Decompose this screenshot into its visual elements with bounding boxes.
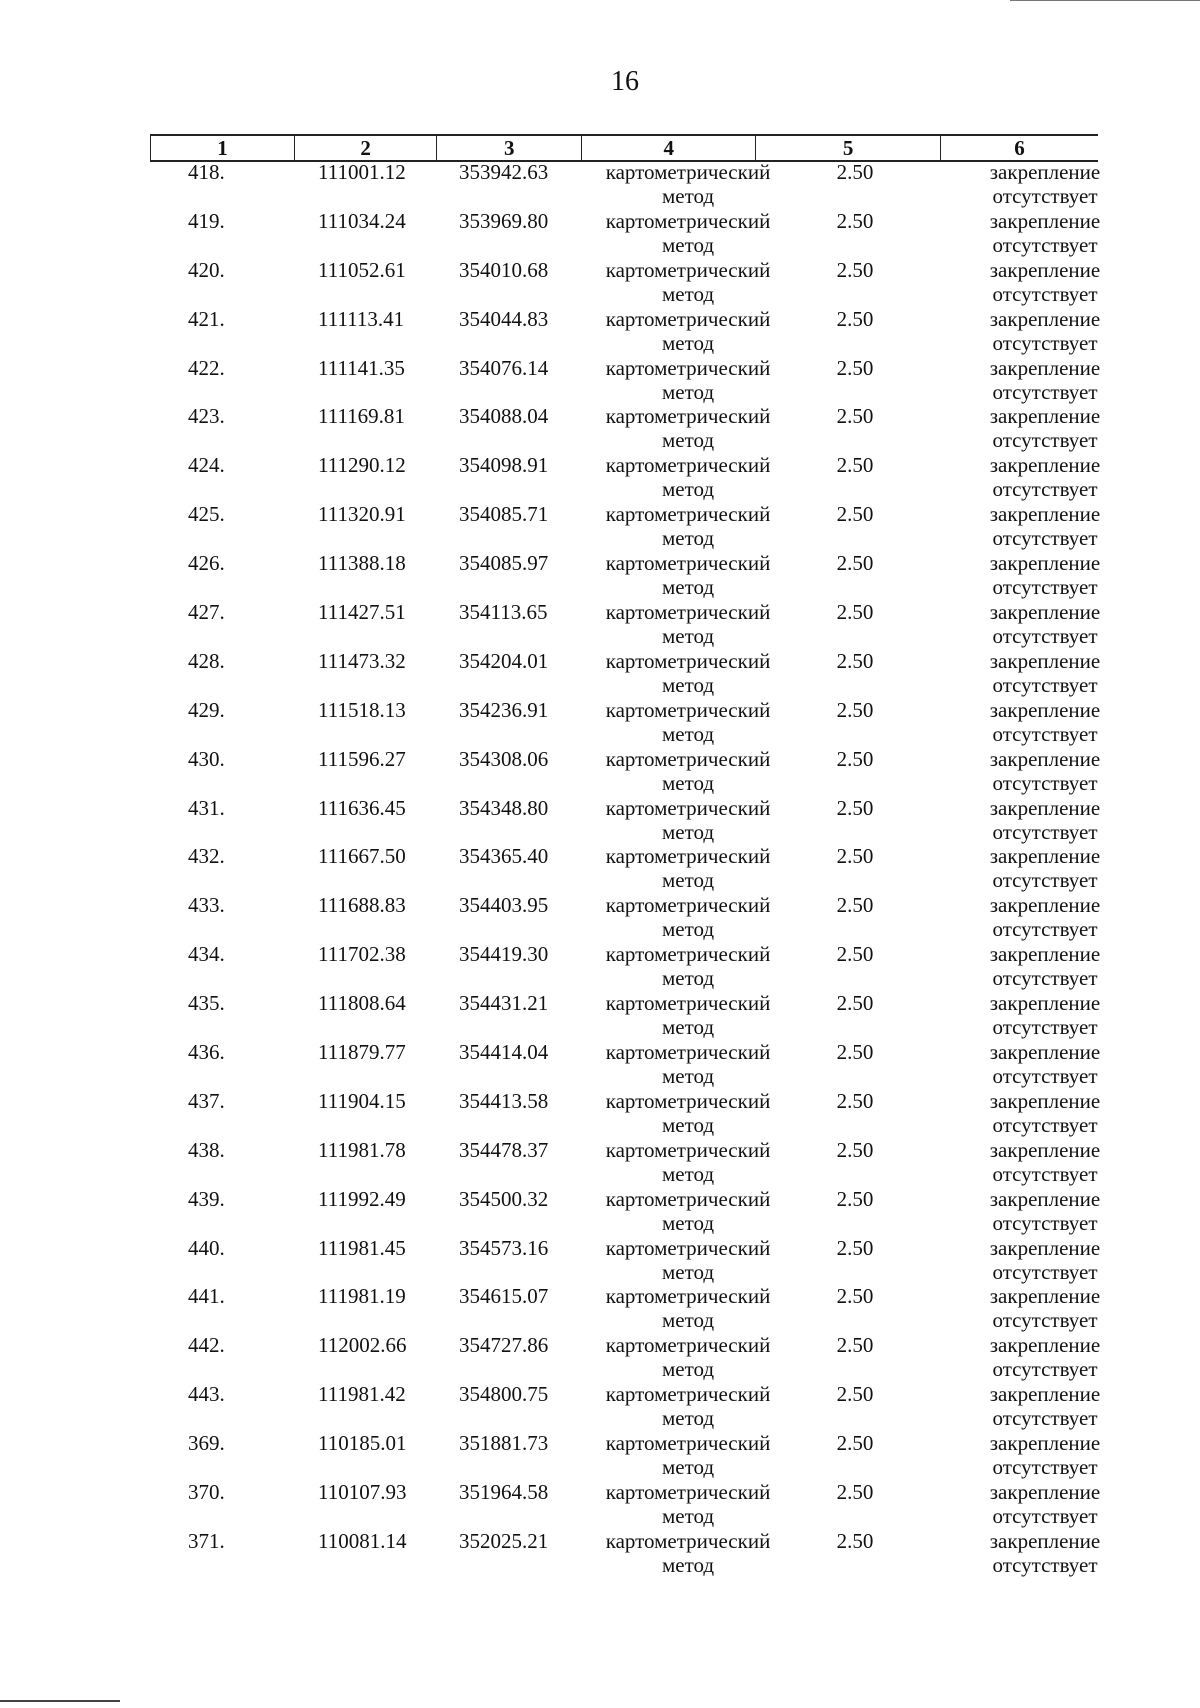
accuracy-value: 2.50 [836,795,874,820]
coord-y: 351964.58 [459,1480,549,1505]
method-line-2: метод [661,1015,715,1040]
point-number: 433. [188,893,225,918]
point-number: 418. [188,160,225,184]
method-line-2: метод [661,917,715,942]
coord-y: 354085.71 [459,502,549,527]
table-row [150,844,1101,893]
coord-y: 354348.80 [459,795,549,820]
method-line-1: картометрический [605,648,771,673]
coord-x: 112002.66 [318,1333,407,1358]
fixation-line-2: отсутствует [992,428,1098,453]
point-number: 438. [188,1137,225,1162]
table-row [150,551,1101,600]
fixation-line-2: отсутствует [992,477,1098,502]
method-line-1: картометрический [605,502,771,527]
accuracy-value: 2.50 [836,502,874,527]
point-number: 420. [188,257,225,282]
fixation-line-2: отсутствует [992,1015,1098,1040]
point-number: 429. [188,697,225,722]
table-row [150,991,1101,1040]
fixation-line-2: отсутствует [992,1308,1098,1333]
coord-y: 354236.91 [459,697,549,722]
fixation-line-2: отсутствует [992,232,1098,257]
accuracy-value: 2.50 [836,208,874,233]
accuracy-value: 2.50 [836,697,874,722]
table-row [150,1137,1101,1187]
method-line-2: метод [661,1504,715,1529]
table-row [150,1333,1101,1382]
table-row [150,355,1101,405]
fixation-line-1: закрепление [989,844,1101,869]
table-row [150,160,1101,209]
fixation-line-1: закрепление [989,1382,1101,1407]
fixation-line-1: закрепление [989,1040,1101,1065]
coord-x: 111473.32 [318,648,406,673]
method-line-2: метод [661,1455,715,1480]
accuracy-value: 2.50 [836,942,874,967]
header-col-6: 6 [940,136,1098,160]
table-row [150,306,1101,356]
coord-x: 111879.77 [318,1040,406,1065]
method-line-2: метод [661,379,715,404]
fixation-line-1: закрепление [989,355,1101,380]
coord-y: 354431.21 [459,991,549,1016]
table-row [150,1431,1101,1480]
point-number: 423. [188,404,225,429]
point-number: 421. [188,306,225,331]
coord-y: 354500.32 [459,1186,549,1211]
method-line-2: метод [661,526,715,551]
fixation-line-1: закрепление [989,648,1101,673]
accuracy-value: 2.50 [836,1333,874,1358]
fixation-line-2: отсутствует [992,1406,1098,1431]
accuracy-value: 2.50 [836,1431,874,1456]
coord-y: 354800.75 [459,1382,549,1407]
table-row [150,208,1101,258]
method-line-2: метод [661,868,715,893]
fixation-line-1: закрепление [989,1235,1101,1260]
coord-x: 110081.14 [318,1528,407,1553]
point-number: 426. [188,551,225,576]
accuracy-value: 2.50 [836,600,874,625]
coord-x: 111169.81 [318,404,405,429]
page-number: 16 [611,66,639,97]
fixation-line-1: закрепление [989,1480,1101,1505]
header-col-1: 1 [150,136,294,160]
accuracy-value: 2.50 [836,893,874,918]
coord-y: 354365.40 [459,844,549,869]
method-line-2: метод [661,624,715,649]
coord-x: 111320.91 [318,502,406,527]
coord-y: 354098.91 [459,453,549,478]
fixation-line-1: закрепление [989,208,1101,233]
coord-x: 111141.35 [318,355,405,380]
accuracy-value: 2.50 [836,1528,874,1553]
fixation-line-1: закрепление [989,306,1101,331]
coord-y: 354044.83 [459,306,549,331]
coord-y: 353942.63 [459,160,549,184]
accuracy-value: 2.50 [836,1040,874,1065]
coord-y: 351881.73 [459,1431,549,1456]
fixation-line-2: отсутствует [992,1210,1098,1235]
fixation-line-1: закрепление [989,600,1101,625]
coord-x: 111808.64 [318,991,406,1016]
coord-x: 111981.42 [318,1382,406,1407]
table-header [150,134,1098,162]
accuracy-value: 2.50 [836,1284,874,1309]
fixation-line-2: отсутствует [992,1504,1098,1529]
method-line-2: метод [661,1064,715,1089]
point-number: 419. [188,208,225,233]
fixation-line-1: закрепление [989,1186,1101,1211]
fixation-line-1: закрепление [989,893,1101,918]
method-line-1: картометрический [605,746,771,771]
fixation-line-2: отсутствует [992,1112,1098,1137]
coord-y: 354414.04 [459,1040,549,1065]
fixation-line-2: отсутствует [992,966,1098,991]
method-line-1: картометрический [605,355,771,380]
fixation-line-2: отсутствует [992,917,1098,942]
scan-top-edge [1010,0,1200,1]
point-number: 371. [188,1528,225,1553]
coord-y: 354010.68 [459,257,549,282]
header-col-3: 3 [436,136,581,160]
method-line-1: картометрический [605,1431,771,1456]
method-line-1: картометрический [605,404,771,429]
method-line-2: метод [661,330,715,355]
table-row [150,1284,1101,1333]
accuracy-value: 2.50 [836,404,874,429]
accuracy-value: 2.50 [836,1235,874,1260]
method-line-1: картометрический [605,600,771,625]
accuracy-value: 2.50 [836,1137,874,1162]
fixation-line-1: закрепление [989,160,1101,184]
fixation-line-2: отсутствует [992,575,1098,600]
coord-y: 352025.21 [459,1528,549,1553]
fixation-line-1: закрепление [989,1431,1101,1456]
method-line-2: метод [661,281,715,306]
accuracy-value: 2.50 [836,257,874,282]
fixation-line-2: отсутствует [992,868,1098,893]
method-line-2: метод [661,1552,715,1577]
method-line-1: картометрический [605,306,771,331]
coord-y: 354478.37 [459,1137,549,1162]
coord-x: 111596.27 [318,746,406,771]
accuracy-value: 2.50 [836,991,874,1016]
coord-x: 111636.45 [318,795,406,820]
coord-y: 353969.80 [459,208,549,233]
fixation-line-1: закрепление [989,795,1101,820]
coord-x: 111667.50 [318,844,406,869]
fixation-line-2: отсутствует [992,819,1098,844]
fixation-line-2: отсутствует [992,330,1098,355]
coord-x: 111702.38 [318,942,406,967]
method-line-2: метод [661,428,715,453]
table-row [150,404,1101,453]
table-row [150,1235,1101,1285]
table-row [150,893,1101,942]
coord-y: 354308.06 [459,746,549,771]
method-line-2: метод [661,1406,715,1431]
point-number: 437. [188,1088,225,1113]
method-line-2: метод [661,1357,715,1382]
method-line-1: картометрический [605,551,771,576]
coord-y: 354419.30 [459,942,549,967]
fixation-line-1: закрепление [989,1333,1101,1358]
scan-bottom-edge [0,1700,120,1702]
point-number: 425. [188,502,225,527]
fixation-line-1: закрепление [989,1088,1101,1113]
fixation-line-1: закрепление [989,1528,1101,1553]
method-line-2: метод [661,721,715,746]
point-number: 441. [188,1284,225,1309]
method-line-2: метод [661,477,715,502]
method-line-2: метод [661,184,715,208]
fixation-line-2: отсутствует [992,1064,1098,1089]
method-line-1: картометрический [605,1088,771,1113]
coord-x: 111290.12 [318,453,406,478]
method-line-2: метод [661,1112,715,1137]
fixation-line-2: отсутствует [992,184,1098,208]
table-row [150,600,1101,649]
fixation-line-2: отсутствует [992,624,1098,649]
fixation-line-1: закрепление [989,1284,1101,1309]
accuracy-value: 2.50 [836,355,874,380]
method-line-1: картометрический [605,1235,771,1260]
method-line-1: картометрический [605,991,771,1016]
accuracy-value: 2.50 [836,844,874,869]
coord-y: 354413.58 [459,1088,549,1113]
fixation-line-1: закрепление [989,453,1101,478]
coord-x: 111113.41 [318,306,405,331]
point-number: 432. [188,844,225,869]
fixation-line-2: отсутствует [992,1357,1098,1382]
method-line-1: картометрический [605,697,771,722]
fixation-line-2: отсутствует [992,1259,1098,1284]
fixation-line-1: закрепление [989,257,1101,282]
fixation-line-2: отсутствует [992,721,1098,746]
accuracy-value: 2.50 [836,746,874,771]
method-line-1: картометрический [605,844,771,869]
method-line-2: метод [661,232,715,257]
table-row [150,1480,1101,1529]
coord-x: 111981.78 [318,1137,406,1162]
header-col-5: 5 [755,136,940,160]
fixation-line-1: закрепление [989,404,1101,429]
method-line-1: картометрический [605,1040,771,1065]
table-row [150,1186,1101,1236]
coord-x: 111427.51 [318,600,406,625]
method-line-1: картометрический [605,795,771,820]
point-number: 442. [188,1333,225,1358]
method-line-1: картометрический [605,208,771,233]
point-number: 434. [188,942,225,967]
table-row [150,697,1101,747]
method-line-2: метод [661,672,715,697]
fixation-line-1: закрепление [989,697,1101,722]
method-line-2: метод [661,770,715,795]
method-line-1: картометрический [605,1186,771,1211]
method-line-2: метод [661,966,715,991]
table-row [150,1040,1101,1089]
point-number: 436. [188,1040,225,1065]
coord-x: 111904.15 [318,1088,406,1113]
fixation-line-1: закрепление [989,942,1101,967]
table-row [150,746,1101,796]
fixation-line-2: отсутствует [992,770,1098,795]
coord-x: 111688.83 [318,893,406,918]
table-row [150,1088,1101,1138]
method-line-2: метод [661,1259,715,1284]
coord-y: 354088.04 [459,404,549,429]
point-number: 443. [188,1382,225,1407]
method-line-1: картометрический [605,1137,771,1162]
method-line-1: картометрический [605,893,771,918]
method-line-1: картометрический [605,1480,771,1505]
table-row [150,453,1101,502]
method-line-2: метод [661,1161,715,1186]
table-row [150,795,1101,845]
table-row [150,1528,1101,1578]
coord-y: 354113.65 [459,600,548,625]
coord-y: 354403.95 [459,893,549,918]
fixation-line-2: отсутствует [992,672,1098,697]
table-row [150,942,1101,991]
method-line-1: картометрический [605,1333,771,1358]
coord-x: 111981.45 [318,1235,406,1260]
accuracy-value: 2.50 [836,1186,874,1211]
coord-y: 354076.14 [459,355,549,380]
coord-y: 354085.97 [459,551,549,576]
fixation-line-1: закрепление [989,1137,1101,1162]
point-number: 428. [188,648,225,673]
coord-x: 111001.12 [318,160,406,184]
method-line-1: картометрический [605,1284,771,1309]
fixation-line-1: закрепление [989,502,1101,527]
coord-x: 111034.24 [318,208,406,233]
point-number: 435. [188,991,225,1016]
accuracy-value: 2.50 [836,1382,874,1407]
coord-x: 111518.13 [318,697,406,722]
coord-x: 111992.49 [318,1186,406,1211]
fixation-line-2: отсутствует [992,281,1098,306]
fixation-line-2: отсутствует [992,526,1098,551]
coord-y: 354204.01 [459,648,549,673]
accuracy-value: 2.50 [836,160,874,184]
fixation-line-1: закрепление [989,551,1101,576]
point-number: 422. [188,355,225,380]
coord-x: 111981.19 [318,1284,406,1309]
coord-y: 354727.86 [459,1333,549,1358]
method-line-1: картометрический [605,1382,771,1407]
method-line-2: метод [661,1308,715,1333]
header-col-4: 4 [581,136,755,160]
table-row [150,1382,1101,1431]
method-line-1: картометрический [605,942,771,967]
method-line-1: картометрический [605,1528,771,1553]
accuracy-value: 2.50 [836,1088,874,1113]
accuracy-value: 2.50 [836,306,874,331]
accuracy-value: 2.50 [836,1480,874,1505]
point-number: 427. [188,600,225,625]
accuracy-value: 2.50 [836,648,874,673]
coord-y: 354573.16 [459,1235,549,1260]
point-number: 370. [188,1480,225,1505]
fixation-line-2: отсутствует [992,1552,1098,1577]
point-number: 440. [188,1235,225,1260]
method-line-2: метод [661,1210,715,1235]
table-row [150,648,1101,698]
point-number: 439. [188,1186,225,1211]
coord-x: 110185.01 [318,1431,407,1456]
table-row [150,502,1101,551]
coord-x: 111388.18 [318,551,406,576]
coord-x: 110107.93 [318,1480,407,1505]
point-number: 424. [188,453,225,478]
point-number: 369. [188,1431,225,1456]
accuracy-value: 2.50 [836,453,874,478]
fixation-line-1: закрепление [989,991,1101,1016]
point-number: 431. [188,795,225,820]
method-line-2: метод [661,819,715,844]
method-line-1: картометрический [605,453,771,478]
table-body [150,160,1101,1578]
coord-y: 354615.07 [459,1284,549,1309]
fixation-line-2: отсутствует [992,1161,1098,1186]
coord-x: 111052.61 [318,257,406,282]
accuracy-value: 2.50 [836,551,874,576]
method-line-1: картометрический [605,160,771,184]
header-col-2: 2 [294,136,436,160]
fixation-line-1: закрепление [989,746,1101,771]
point-number: 430. [188,746,225,771]
method-line-1: картометрический [605,257,771,282]
fixation-line-2: отсутствует [992,1455,1098,1480]
fixation-line-2: отсутствует [992,379,1098,404]
table-row [150,257,1101,307]
method-line-2: метод [661,575,715,600]
